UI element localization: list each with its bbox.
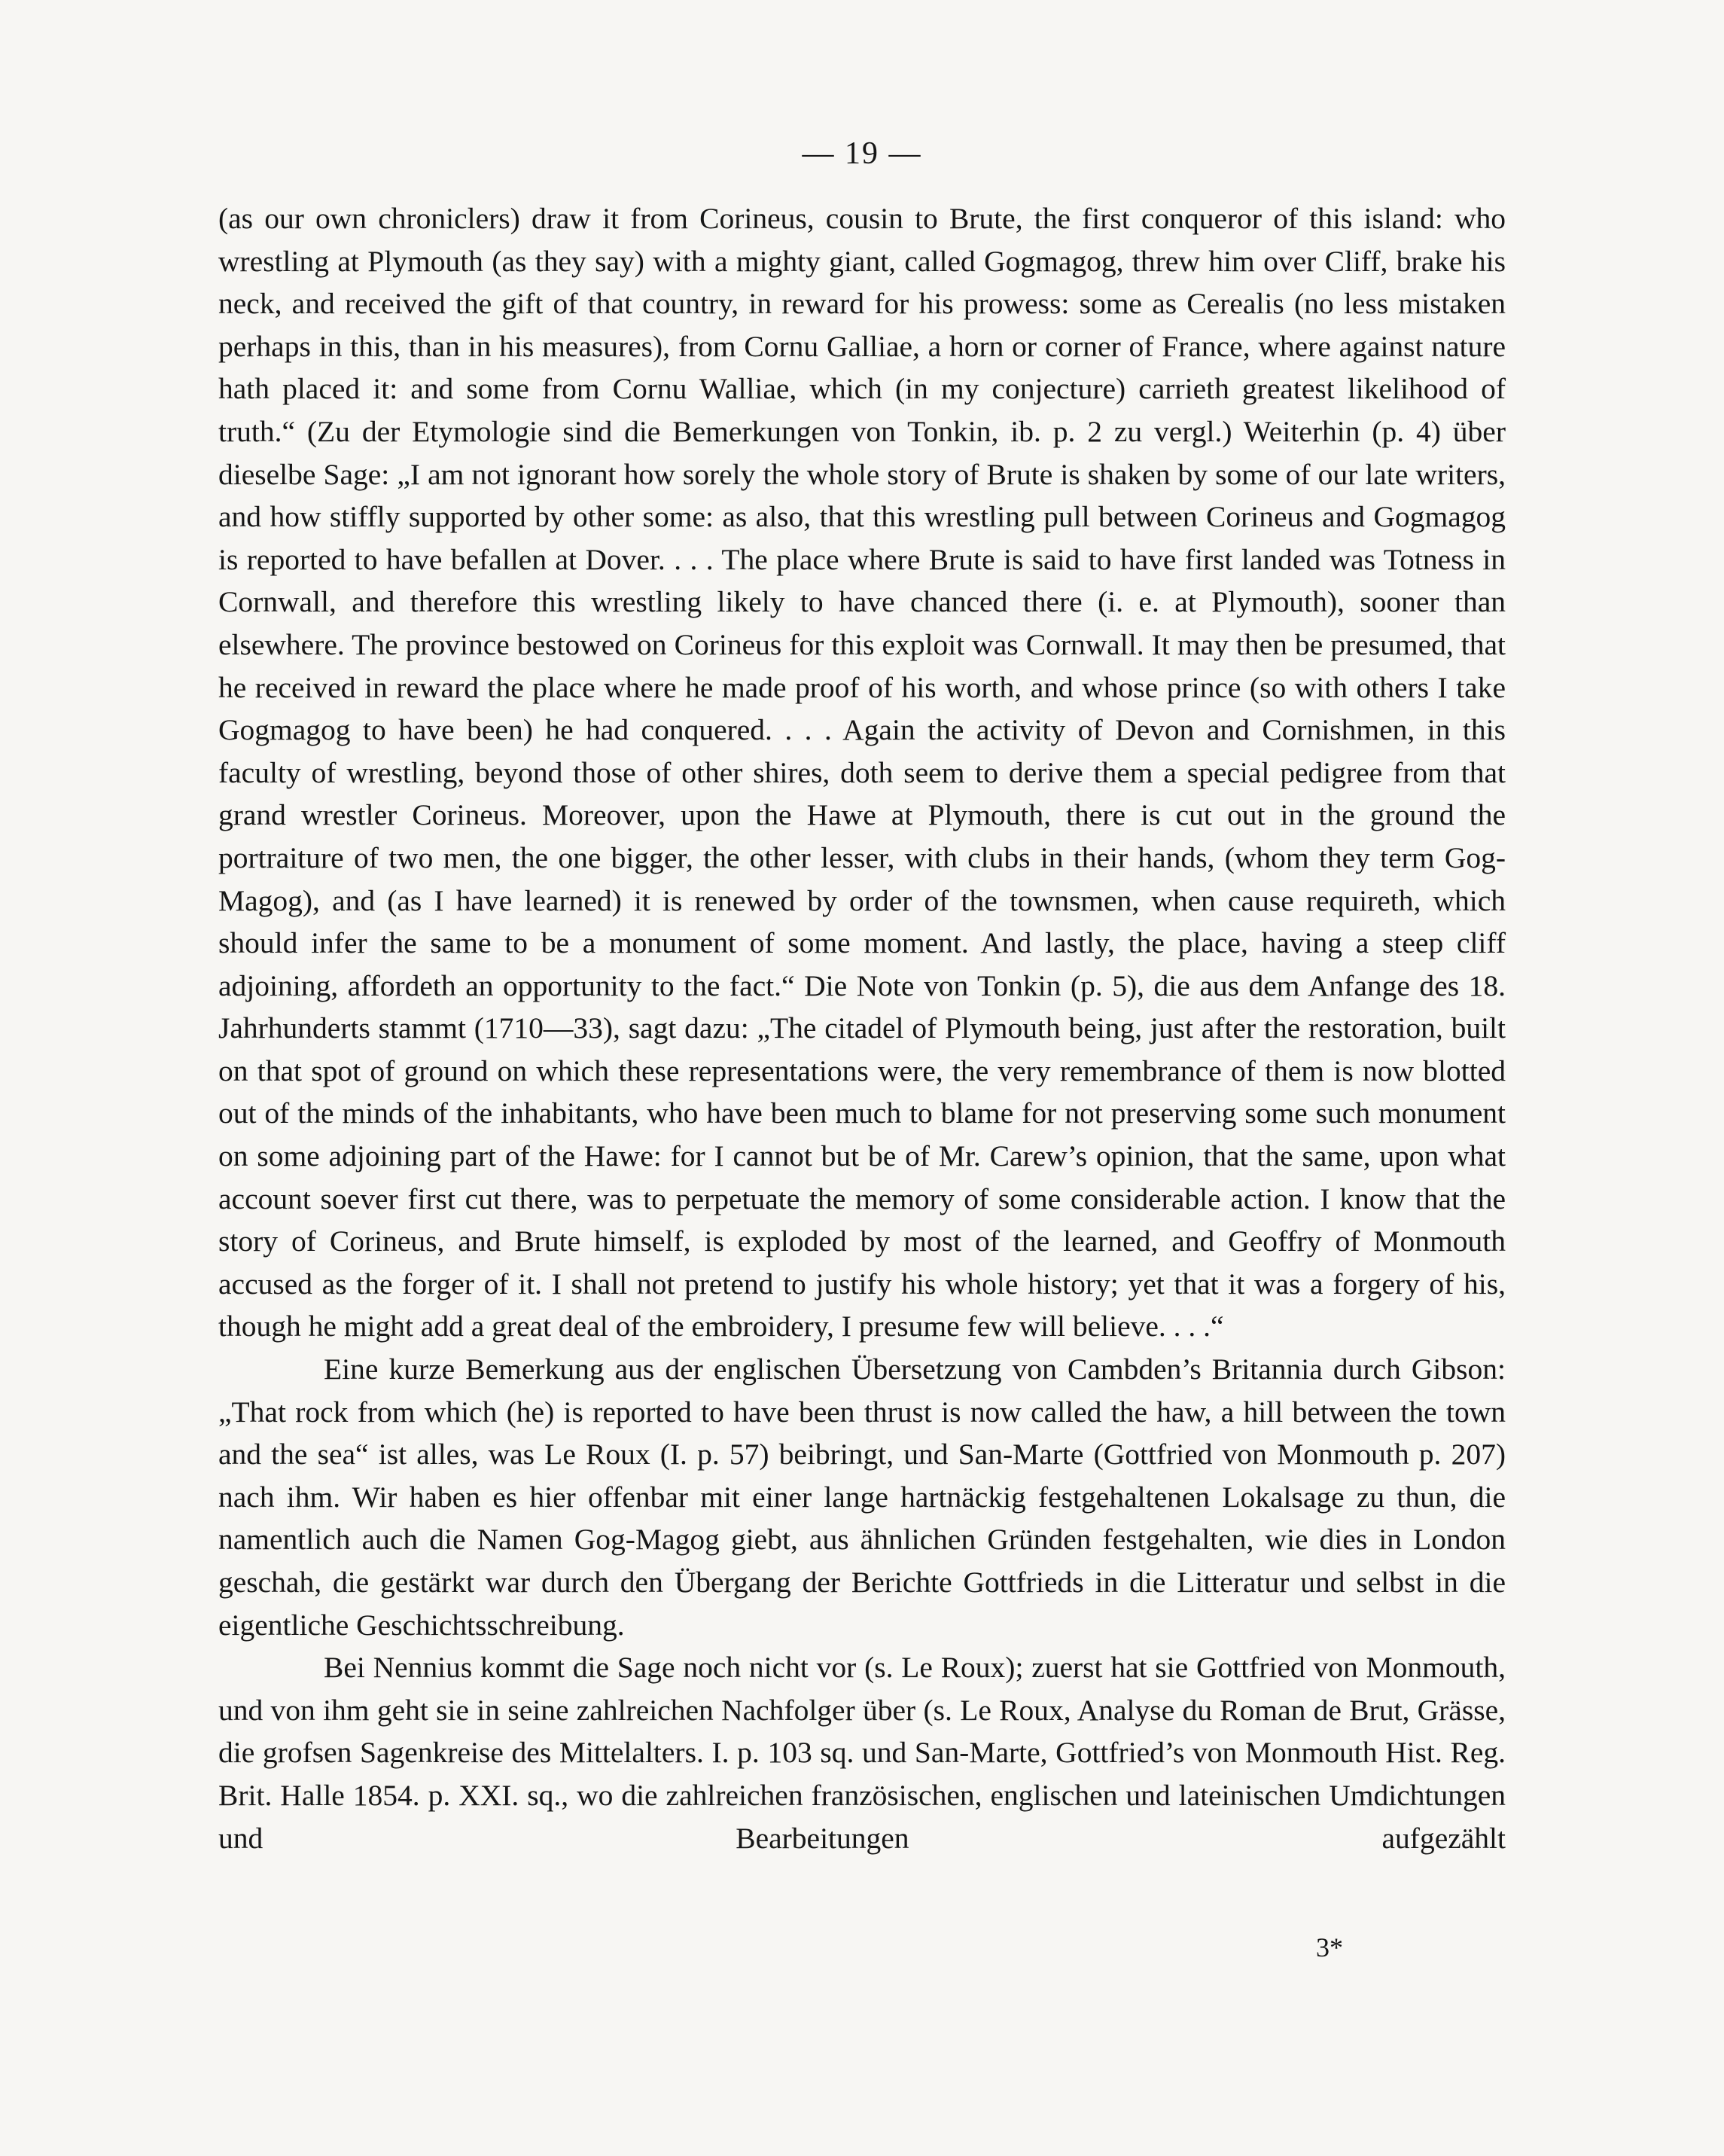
paragraph-3: Bei Nennius kommt die Sage noch nicht vor (s. Le Roux); zuerst hat sie Gottfried von Monmouth, und von ihm geht sie in seine zahlreichen Nachfolger über (s. Le Roux, Analyse du Roman de Brut, Grässe, die grofsen Sagenkreise des Mittelalters. I. p. 103 sq. und San-Marte, Gottfried’s von Monmouth Hist. Reg. Brit. Halle 1854. p. XXI. sq., wo die zahlreichen französischen, englischen und lateinischen Umdichtungen und Bearbeitungen aufgezählt: [218, 1651, 1506, 1855]
paragraph-1: (as our own chroniclers) draw it from Corineus, cousin to Brute, the first conqueror of this island: who wrestling at Plymouth (as they say) with a mighty giant, called Gogmagog, threw him over Cliff, brake his neck, and received the gift of that country, in reward for his prowess: some as Cerealis (no less mistaken perhaps in this, than in his measures), from Cornu Galliae, a horn or corner of France, where against nature hath placed it: and some from Cornu Walliae, which (in my conjecture) carrieth greatest likelihood of truth.“ (Zu der Etymologie sind die Bemerkungen von Tonkin, ib. p. 2 zu vergl.) Weiterhin (p. 4) über dieselbe Sage: „I am not ignorant how sorely the whole story of Brute is shaken by some of our late writers, and how stiffly supported by other some: as also, that this wrestling pull between Corineus and Gogmagog is reported to have befallen at Dover. . . . The place where Brute is said to have first landed was Totness in Cornwall, and therefore this wrestling likely to have chanced there (i. e. at Plymouth), sooner than elsewhere. The province bestowed on Corineus for this exploit was Cornwall. It may then be presumed, that he received in reward the place where he made proof of his worth, and whose prince (so with others I take Gogmagog to have been) he had conquered. . . . Again the activity of Devon and Cornishmen, in this faculty of wrestling, beyond those of other shires, doth seem to derive them a special pedigree from that grand wrestler Corineus. Moreover, upon the Hawe at Plymouth, there is cut out in the ground the portraiture of two men, the one bigger, the other lesser, with clubs in their hands, (whom they term Gog-Magog), and (as I have learned) it is renewed by order of the townsmen, when cause requireth, which should infer the same to be a monument of some moment. And lastly, the place, having a steep cliff adjoining, affordeth an opportunity to the fact.“ Die Note von Tonkin (p. 5), die aus dem Anfange des 18. Jahrhunderts stammt (1710—33), sagt dazu: „The citadel of Plymouth being, just after the restoration, built on that spot of ground on which these representations were, the very remembrance of them is now blotted out of the minds of the inhabitants, who have been much to blame for not preserving some such monument on some adjoining part of the Hawe: for I cannot but be of Mr. Carew’s opinion, that the same, upon what account soever first cut there, was to perpetuate the memory of some considerable action. I know that the story of Corineus, and Brute himself, is exploded by most of the learned, and Geoffry of Monmouth accused as the forger of it. I shall not pretend to justify his whole history; yet that it was a forgery of his, though he might add a great deal of the embroidery, I presume few will believe. . . .“: [218, 202, 1506, 1343]
body-text: [218, 197, 1506, 1859]
paragraph-2: Eine kurze Bemerkung aus der englischen Übersetzung von Cambden’s Britannia durch Gibson: „That rock from which (he) is reported to have been thrust is now called the haw, a hill between the town and the sea“ ist alles, was Le Roux (I. p. 57) beibringt, und San-Marte (Gottfried von Monmouth p. 207) nach ihm. Wir haben es hier offenbar mit einer lange hartnäckig festgehaltenen Lokalsage zu thun, die namentlich auch die Namen Gog-Magog giebt, aus ähnlichen Gründen festgehalten, wie dies in London geschah, die gestärkt war durch den Übergang der Berichte Gottfrieds in die Litteratur und selbst in die eigentliche Geschichtsschreibung.: [218, 1352, 1506, 1642]
page-number: — 19 —: [802, 136, 922, 171]
signature-mark: 3*: [1316, 1932, 1343, 1962]
